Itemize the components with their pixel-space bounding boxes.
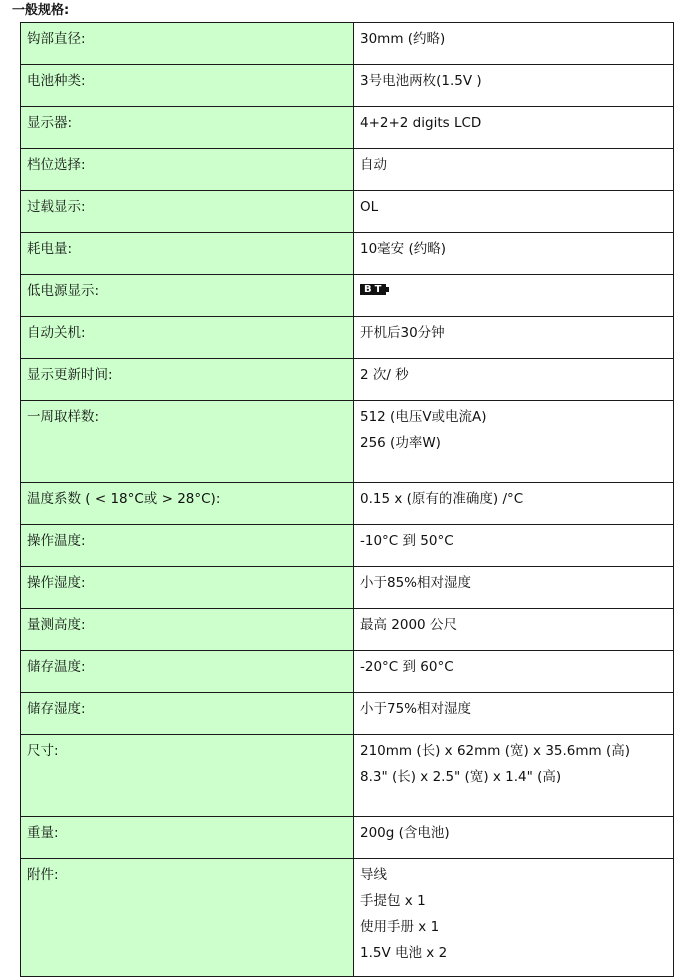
- spec-value: [354, 483, 674, 525]
- spec-value: [354, 735, 674, 817]
- spec-value: [354, 23, 674, 65]
- spec-value-line: 2 次/ 秒: [360, 367, 409, 383]
- spec-value-line: 导线: [360, 867, 387, 883]
- battery-icon: BT: [360, 284, 386, 295]
- spec-value-line: 最高 2000 公尺: [360, 617, 457, 633]
- spec-label: 低电源显示:: [21, 275, 354, 317]
- spec-value-line: 自动: [360, 157, 387, 173]
- spec-value-line: 使用手册 x 1: [360, 919, 440, 935]
- spec-value-line: 256 (功率W): [360, 435, 441, 451]
- table-row: [21, 401, 674, 483]
- table-row: [21, 735, 674, 817]
- spec-label: 附件:: [21, 859, 354, 977]
- table-row: [21, 567, 674, 609]
- spec-label: 储存湿度:: [21, 693, 354, 735]
- section-title: 一般规格:: [12, 3, 70, 18]
- table-row: [21, 275, 674, 317]
- spec-value-line: 200g (含电池): [360, 825, 450, 841]
- spec-value: [354, 859, 674, 977]
- spec-value: [354, 525, 674, 567]
- spec-value-line: 3号电池两枚(1.5V ): [360, 73, 482, 89]
- spec-value: [354, 233, 674, 275]
- table-row: [21, 149, 674, 191]
- table-row: [21, 359, 674, 401]
- table-row: [21, 651, 674, 693]
- spec-value-line: OL: [360, 199, 379, 215]
- spec-label: 一周取样数:: [21, 401, 354, 483]
- spec-value-line: -20°C 到 60°C: [360, 659, 454, 675]
- spec-label: 尺寸:: [21, 735, 354, 817]
- spec-value: [354, 651, 674, 693]
- table-row: [21, 23, 674, 65]
- spec-value-line: 0.15 x (原有的准确度) /°C: [360, 491, 524, 507]
- table-row: [21, 483, 674, 525]
- spec-label: 显示器:: [21, 107, 354, 149]
- spec-value-line: 4+2+2 digits LCD: [360, 115, 482, 131]
- spec-value: [354, 401, 674, 483]
- spec-table-body: [21, 23, 674, 977]
- table-row: [21, 233, 674, 275]
- spec-value-line: 小于75%相对湿度: [360, 701, 472, 717]
- spec-value: [354, 107, 674, 149]
- spec-label: 量测高度:: [21, 609, 354, 651]
- spec-value: [354, 817, 674, 859]
- spec-value-line: 开机后30分钟: [360, 325, 445, 341]
- spec-label: 重量:: [21, 817, 354, 859]
- table-row: [21, 817, 674, 859]
- spec-value-line: -10°C 到 50°C: [360, 533, 454, 549]
- spec-value-line: 小于85%相对湿度: [360, 575, 472, 591]
- spec-value-line: 30mm (约略): [360, 31, 446, 47]
- table-row: [21, 65, 674, 107]
- spec-label: 操作湿度:: [21, 567, 354, 609]
- spec-value-line: 手提包 x 1: [360, 893, 426, 909]
- spec-label: 自动关机:: [21, 317, 354, 359]
- spec-value-line: 10毫安 (约略): [360, 241, 447, 257]
- spec-label: 钩部直径:: [21, 23, 354, 65]
- spec-value-line: 512 (电压V或电流A): [360, 409, 487, 425]
- spec-label: 显示更新时间:: [21, 359, 354, 401]
- spec-label: 操作温度:: [21, 525, 354, 567]
- spec-value: [354, 149, 674, 191]
- spec-value-line: 210mm (长) x 62mm (宽) x 35.6mm (高): [360, 743, 631, 759]
- table-row: [21, 317, 674, 359]
- spec-label: 电池种类:: [21, 65, 354, 107]
- spec-label: 档位选择:: [21, 149, 354, 191]
- table-row: [21, 859, 674, 977]
- spec-label: 过载显示:: [21, 191, 354, 233]
- spec-label: 温度系数 ( < 18°C或 > 28°C):: [21, 483, 354, 525]
- spec-value: [354, 693, 674, 735]
- spec-value: [354, 359, 674, 401]
- spec-label: 耗电量:: [21, 233, 354, 275]
- spec-value: [354, 317, 674, 359]
- spec-table: [20, 22, 674, 977]
- spec-value: [354, 191, 674, 233]
- spec-value: [354, 567, 674, 609]
- table-row: [21, 107, 674, 149]
- table-row: [21, 609, 674, 651]
- spec-label: 储存温度:: [21, 651, 354, 693]
- spec-value: [354, 609, 674, 651]
- spec-value: [354, 275, 674, 317]
- spec-value: [354, 65, 674, 107]
- table-row: [21, 191, 674, 233]
- spec-value-line: 1.5V 电池 x 2: [360, 945, 448, 961]
- table-row: [21, 693, 674, 735]
- table-row: [21, 525, 674, 567]
- spec-value-line: 8.3" (长) x 2.5" (宽) x 1.4" (高): [360, 769, 562, 785]
